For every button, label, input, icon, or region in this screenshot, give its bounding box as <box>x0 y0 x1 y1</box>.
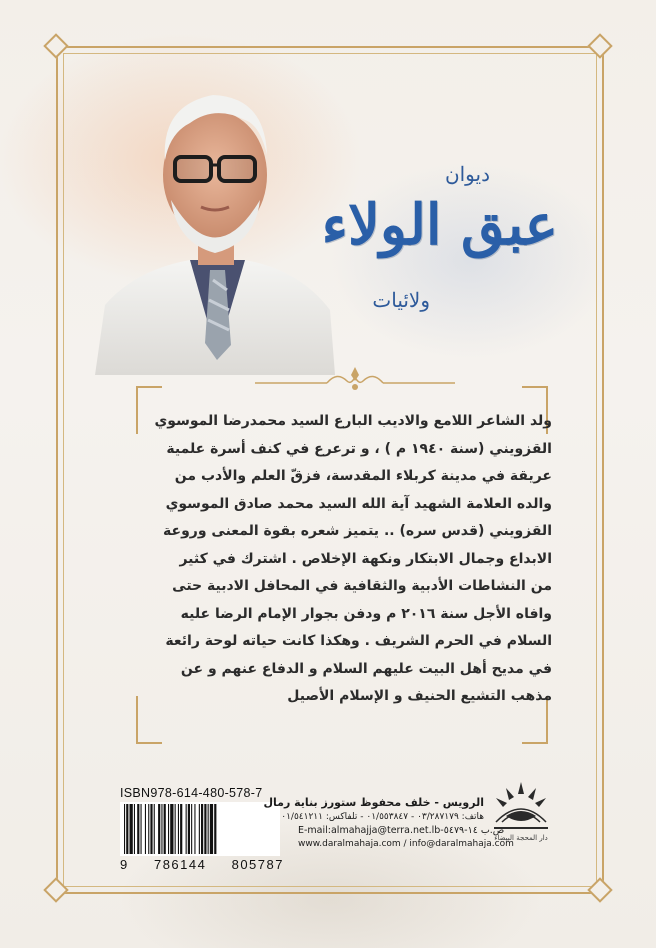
barcode-bar <box>194 804 195 854</box>
ornament-divider <box>255 363 455 397</box>
bio-line: الابداع وجمال الابتكار ونكهة الإخلاص . اشترك في كثير <box>179 550 552 567</box>
barcode-bar <box>145 804 146 854</box>
barcode-bar <box>130 804 133 854</box>
bio-line: عريقة في مدينة كربلاء المقدسة، فزقّ العلم والأدب من <box>174 468 552 484</box>
bio-line: القزويني (سنة ١٩٤٠ م ) ، و ترعرع في كنف أسرة علمية <box>166 440 552 457</box>
title-block <box>300 140 580 340</box>
bio-line: القزويني (قدس سره) .. يتميز شعره بقوة المعنى وروعة <box>163 523 552 539</box>
bio-line: مذهب التشيع الحنيف و الإسلام الأصيل <box>287 688 552 704</box>
glasses-left-lens <box>175 157 211 181</box>
bio-line: ولد الشاعر اللامع والاديب البارع السيد محمدرضا الموسوي <box>154 413 552 429</box>
publisher-phone: هاتف: ٠٣/٢٨٧١٧٩ - ٠١/٥٥٣٨٤٧ - تلفاكس: ٠١/٥٤١٢١١ <box>281 812 484 822</box>
title-prefix: ديوان <box>444 162 490 186</box>
barcode-bar <box>126 804 128 854</box>
barcode-bar <box>214 804 216 854</box>
barcode-bar <box>170 804 173 854</box>
isbn-barcode <box>120 802 280 856</box>
barcode-bar <box>161 804 162 854</box>
barcode-bar <box>199 804 200 854</box>
publisher-info <box>263 796 514 849</box>
barcode-bar <box>141 804 142 854</box>
barcode-bar <box>204 804 206 854</box>
barcode-bar <box>164 804 166 854</box>
barcode-digit-group: 9 <box>120 857 129 872</box>
bio-line: من النشاطات الأدبية والثقافية في المحافل الادبية حتى <box>172 578 552 594</box>
barcode-bar <box>148 804 149 854</box>
bio-line: في مديح أهل البيت عليهم السلام و الدفاع عنهم و عن <box>180 660 552 677</box>
publisher-address: الرويس - خلف محفوظ ستورز بناية رمال <box>263 796 484 809</box>
barcode-bar <box>178 804 179 854</box>
bio-line: وافاه الأجل سنة ٢٠١٦ م ودفن بجوار الإمام الرضا عليه <box>180 605 552 622</box>
barcode-bar <box>191 804 192 854</box>
isbn-label: ISBN978-614-480-578-7 <box>120 786 263 800</box>
barcode-bar <box>186 804 187 854</box>
barcode-digit-group: 786144 <box>153 857 207 872</box>
publisher-email: E-mail:almahajja@terra.net.lb-ص.ب ١٤-٥٤٧٩ <box>298 825 505 836</box>
poet-biography <box>142 408 552 711</box>
bio-line: السلام في الحرم الشريف . وهكذا كانت حياته لوحة رائعة <box>165 633 552 649</box>
barcode-bar <box>134 804 135 854</box>
book-subtitle: ولائيات <box>372 288 430 312</box>
barcode-bar <box>150 804 152 854</box>
glasses-right-lens <box>219 157 255 181</box>
barcode-digits <box>120 857 284 872</box>
barcode-bar <box>168 804 169 854</box>
barcode-bar <box>154 804 155 854</box>
publisher-website: www.daralmahaja.com / info@daralmahaja.com <box>298 839 514 849</box>
barcode-bar <box>175 804 176 854</box>
book-title: عبق الولاء <box>321 192 558 258</box>
barcode-bar <box>180 804 182 854</box>
barcode-bar <box>188 804 190 854</box>
barcode-bar <box>208 804 209 854</box>
barcode-bar <box>210 804 213 854</box>
barcode-digit-group: 805787 <box>231 857 284 872</box>
barcode-bar <box>137 804 139 854</box>
publisher-logo-name: دار المحجة البيضاء <box>494 834 548 842</box>
publisher-logo-icon <box>488 776 554 836</box>
bio-line: والده العلامة الشهيد آية الله السيد محمد صادق الموسوي <box>165 495 552 512</box>
barcode-bar <box>158 804 160 854</box>
poet-portrait <box>95 75 335 375</box>
barcode-bar <box>201 804 203 854</box>
barcode-bar <box>124 804 125 854</box>
